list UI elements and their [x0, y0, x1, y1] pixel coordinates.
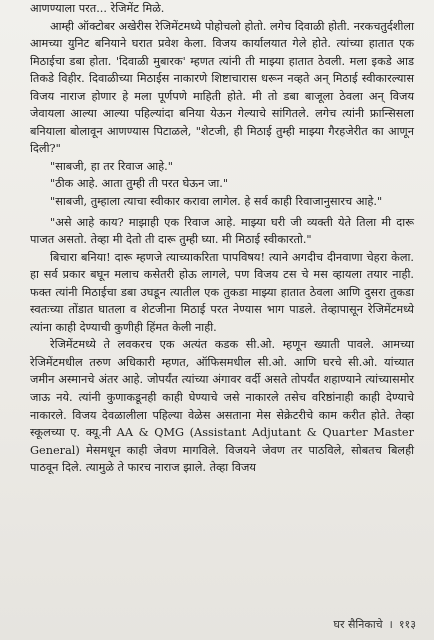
page-number: ११३	[398, 618, 416, 631]
paragraph-diwali-sweets: आम्ही ऑक्टोबर अखेरीस रेजिमेंटमध्ये पोहोचलो होतो. लगेच दिवाळी होती. नरकचतुर्दशीला आमच्या युनिट बनियाने घरात प्रवेश केला. विजय कार्यालयात गेले होते. त्यांच्या हातात एक मिठाईचा डबा होता. 'दिवाळी मुबारक' म्हणत त्यांनी ती माझ्या हातात ठेवली. मला इकडे आड तिकडे विहीर. दिवाळीच्या मिठाईस नाकारणे शिष्टाचारास धरून नव्हते अन् मिठाई स्वीकारल्यास विजय नाराज होणार हे मला पूर्णपणे माहिती होते. मी तो डबा बाजूला ठेवला अन् विजय जेवायला आल्या आल्या पहिल्यांदा बनिया येऊन गेल्याचे सांगितले. लगेच त्यांनी फ्रान्सिसला बनियाला बोलावून आणण्यास पिटाळले, "शेटजी, ही मिठाई तुम्ही माझ्या गैरहजेरीत का आणून दिली?"	[30, 19, 414, 156]
paragraph-strict-co: रेजिमेंटमध्ये ते लवकरच एक अत्यंत कडक सी.ओ. म्हणून ख्याती पावले. आमच्या रेजिमेंटमधील तरुण अधिकारी म्हणत, ऑफिसमधील सी.ओ. आणि घरचे सी.ओ. यांच्यात जमीन अस्मानचे अंतर आहे. जोपर्यंत त्यांच्या अंगावर वर्दी असते तोपर्यंत शहाण्याने त्यांच्यासमोर जाऊ नये. त्यांनी कुणाकडूनही काही घेण्याचे जसे नाकारले तसेच वरिष्ठांनाही काही देण्याचे नाकारले. विजय देवळालीला पहिल्या वेळेस असताना मेस सेक्रेटरीचे काम करीत होते. तेव्हा स्कूलच्या ए. क्यू.नी AA & QMG (Assistant Adjutant & Quarter Master General) मेसमधून काही जेवण मागविले. विजयने जेवण तर पाठविले, सोबतच बिलही पाठवून दिले. त्यामुळे ते फारच नाराज झाले. तेव्हा विजय	[30, 338, 414, 475]
dialogue-line: "साबजी, हा तर रिवाज आहे."	[50, 159, 173, 173]
body-text	[30, 0, 414, 477]
footer-separator: ।	[388, 618, 393, 631]
page-footer	[327, 617, 416, 632]
dialogue-line: "ठीक आहे. आता तुम्ही ती परत घेऊन जा."	[50, 177, 229, 191]
running-title: घर सैनिकाचे	[333, 618, 383, 631]
dialogue-line: "असे आहे काय? माझाही एक रिवाज आहे. माझ्या घरी जी व्यक्ती येते तिला मी दारू पाजत असतो. तेव्हा मी देतो ती दारू तुम्ही घ्या. मी मिठाई स्वीकारतो."	[30, 215, 414, 247]
paragraph-poor-baniya: बिचारा बनिया! दारू म्हणजे त्याच्याकरिता पापविषय! त्याने अगदीच दीनवाणा चेहरा केला. हा सर्व प्रकार बघून मलाच कसेतरी होऊ लागले, पण विजय टस चे मस व्हायला तयार नाही. फक्त त्यांनी मिठाईचा डबा उघडून त्यातील एक तुकडा माझ्या हातात ठेवला आणि दुसरा तुकडा स्वतःच्या तोंडात घातला व शेटजीना मिठाई परत नेण्यास भाग पाडले. तेव्हापासून रेजिमेंटमध्ये त्यांना काही देण्याची कुणीही हिंमत केली नाही.	[30, 250, 414, 334]
dialogue-line: "साबजी, तुम्हाला त्याचा स्वीकार करावा लागेल. हे सर्व काही रिवाजानुसारच आहे."	[50, 195, 383, 209]
paragraph-cutoff-top: आणण्याला परत... रेजिमेंट मिळे.	[30, 2, 165, 15]
